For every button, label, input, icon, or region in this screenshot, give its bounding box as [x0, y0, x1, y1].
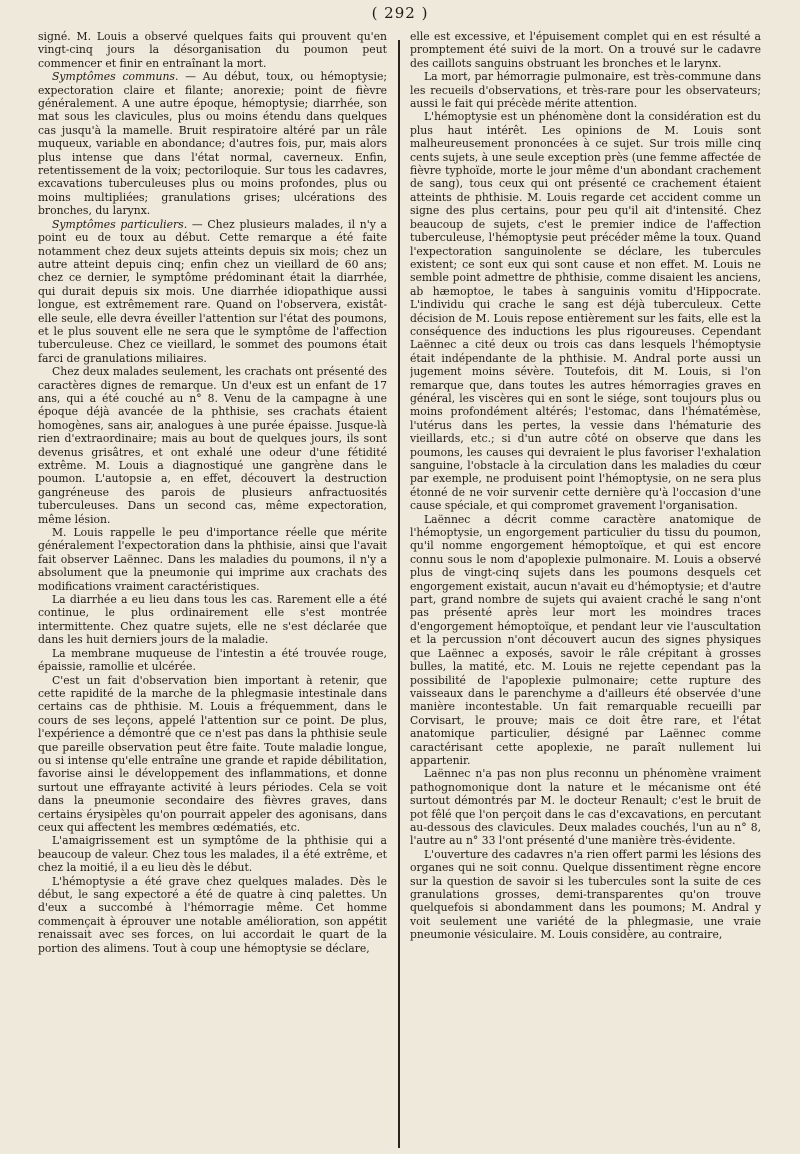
paragraph-text: — Au début, toux, ou hémoptysie; expectoration claire et filante; anorexie; point de fièvre généralement. A une autre époque, hémoptysie; diarrhée, son mat sous les clavicules, plus ou moins étendu dans quelques cas jusqu'à la mamelle. Bruit respiratoire altéré par un râle muqueux, variable en abondance; d'autres fois, pur, mais alors plus intense que dans l'état normal, caverneux. Enfin, retentissement de la voix; pectoriloquie. Sur tous les cadavres, excavations tuberculeuses plus ou moins profondes, plus ou moins multipliées; granulations grises; ulcérations des bronches, du larynx. [38, 70, 387, 218]
section-lead: Symptômes particuliers. [52, 217, 188, 231]
paragraph [38, 30, 387, 70]
paragraph [38, 834, 387, 874]
paragraph-text: M. Louis rappelle le peu d'importance réelle que mérite généralement l'expectoration dans la phthisie, ainsi que l'avait fait observer Laënnec. Dans les maladies du poumons, il n'y a absolument que la pneumonie qui imprime aux crachats des modifications vraiment caractéristiques. [38, 526, 387, 593]
paragraph-text: Laënnec a décrit comme caractère anatomique de l'hémoptysie, un engorgement particulier du tissu du poumon, qu'il nomme engorgement hémoptoïque, et qui est encore connu sous le nom d'apoplexie pulmonaire. M. Louis a observé plus de vingt-cinq sujets dans les poumons desquels cet engorgement existait, aucun n'avait eu d'hémoptysie; et d'autre part, grand nombre de sujets qui avaient craché le sang n'ont pas présenté après leur mort les moindres traces d'engorgement hémoptoïque, et pendant leur vie l'auscultation et la percussion n'ont découvert aucun des signes physiques que Laënnec a exposés, savoir le râle crépitant à grosses bulles, la matité, etc. M. Louis ne rejette cependant pas la possibilité de l'apoplexie pulmonaire; cette rupture des vaisseaux dans le parenchyme a d'ailleurs été observée d'une manière incontestable. Un fait remarquable recueilli par Corvisart, le prouve; mais ce doit être rare, et l'état anatomique particulier, désigné par Laënnec comme caractérisant cette apoplexie, ne paraît nullement lui appartenir. [410, 512, 761, 767]
paragraph [38, 70, 387, 217]
paragraph-text: Chez deux malades seulement, les crachats ont présenté des caractères dignes de remarque. Un d'eux est un enfant de 17 ans, qui a été couché au n° 8. Venu de la campagne à une époque déjà avancée de la phthisie, ses crachats étaient homogènes, sans air, analogues à une purée épaisse. Jusque-là rien d'extraordinaire; mais au bout de quelques jours, ils sont devenus grisâtres, et ont exhalé une odeur d'une fétidité extrême. M. Louis a diagnostiqué une gangrène dans le poumon. L'autopsie a, en effet, découvert la destruction gangréneuse des parois de plusieurs anfractuosités tuberculeuses. Dans un second cas, même expectoration, même lésion. [38, 365, 387, 526]
paragraph-text: L'hémoptysie a été grave chez quelques malades. Dès le début, le sang expectoré a été de quatre à cinq palettes. Un d'eux a succombé à l'hémorragie même. Cet homme commençait à éprouver une notable amélioration, son appétit renaissait avec ses forces, on lui accordait le quart de la portion des alimens. Tout à coup une hémoptysie se déclare, [38, 874, 387, 955]
paragraph-text: Laënnec n'a pas non plus reconnu un phénomène vraiment pathognomonique dont la nature et le mécanisme ont été surtout démontrés par M. le docteur Renault; c'est le bruit de pot fêlé que l'on perçoit dans le cas d'excavations, en percutant au-dessous des clavicules. Deux malades couchés, l'un au n° 8, l'autre au n° 33 l'ont présenté d'une manière très-évidente. [410, 767, 761, 848]
paragraph-text: La diarrhée a eu lieu dans tous les cas. Rarement elle a été continue, le plus ordinairement elle s'est montrée intermittente. Chez quatre sujets, elle ne s'est déclarée que dans les huit derniers jours de la maladie. [38, 593, 387, 647]
paragraph [38, 218, 387, 365]
paragraph [410, 110, 761, 512]
paragraph-text: La membrane muqueuse de l'intestin a été trouvée rouge, épaissie, ramollie et ulcérée. [38, 646, 387, 674]
paragraph-text: L'amaigrissement est un symptôme de la phthisie qui a beaucoup de valeur. Chez tous les malades, il a été extrême, et chez la moitié, il a eu lieu dès le début. [38, 834, 387, 875]
paragraph-text: C'est un fait d'observation bien important à retenir, que cette rapidité de la marche de la phlegmasie intestinale dans certains cas de phthisie. M. Louis a fréquemment, dans le cours de ses leçons, appelé l'attention sur ce point. De plus, l'expérience a démontré que ce n'est pas dans la phthisie seule que pareille observation peut être faite. Toute maladie longue, ou si intense qu'elle entraîne une grande et rapide débilitation, favorise ainsi le développement des inflammations, et donne surtout une effrayante activité à leurs périodes. Cela se voit dans la pneumonie secondaire des fièvres graves, dans certains érysipèles qu'on pourrait appeler des agonisans, dans ceux qui affectent les membres œdématiés, etc. [38, 673, 387, 834]
paragraph-text: L'ouverture des cadavres n'a rien offert parmi les lésions des organes qui ne soit connu. Quelque dissentiment règne encore sur la question de savoir si les tubercules sont la suite de ces granulations grosses, demi-transparentes qu'on trouve quelquefois si abondamment dans les poumons; M. Andral y voit seulement une variété de la phlegmasie, une vraie pneumonie vésiculaire. M. Louis considère, au contraire, [410, 847, 761, 942]
paragraph [38, 365, 387, 526]
paragraph-text: elle est excessive, et l'épuisement complet qui en est résulté a promptement été suivi de la mort. On a trouvé sur le cadavre des caillots sanguins obstruant les bronches et le larynx. [410, 30, 761, 70]
paragraph [410, 848, 761, 942]
paragraph [410, 70, 761, 110]
left-column [38, 30, 387, 1144]
paragraph [410, 767, 761, 847]
paragraph [410, 513, 761, 768]
paragraph-text: — Chez plusieurs malades, il n'y a point eu de toux au début. Cette remarque a été faite notamment chez deux sujets atteints depuis six mois; chez un autre atteint depuis cinq; enfin chez un vieillard de 60 ans; chez ce dernier, le symptôme prédominant était la diarrhée, qui durait depuis six mois. Une diarrhée idiopathique aussi longue, est extrêmement rare. Quand on l'observera, existât-elle seule, elle devra éveiller l'attention sur l'état des poumons, et le plus souvent elle ne sera que le symptôme de l'affection tuberculeuse. Chez ce vieillard, le sommet des poumons était farci de granulations miliaires. [38, 217, 387, 365]
paragraph-text: L'hémoptysie est un phénomène dont la considération est du plus haut intérêt. Les opinions de M. Louis sont malheureusement prononcées à ce sujet. Sur trois mille cinq cents sujets, à une seule exception près (une femme affectée de fièvre typhoïde, morte le jour même d'un abondant crachement de sang), tous ceux qui ont présenté ce crachement étaient atteints de phthisie. M. Louis regarde cet accident comme un signe des plus certains, pour peu qu'il ait d'intensité. Chez beaucoup de sujets, c'est le premier indice de l'affection tuberculeuse, l'hémoptysie peut précéder même la toux. Quand l'expectoration sanguinolente se déclare, les tubercules existent; ce sont eux qui sont cause et non effet. M. Louis ne semble point admettre de phthisie, comme disaient les anciens, ab hæmoptoe, le tabes à sanguinis vomitu d'Hippocrate. L'individu qui crache le sang est déjà tuberculeux. Cette décision de M. Louis repose entièrement sur les faits, elle est la conséquence des inductions les plus rigoureuses. Cependant Laënnec a cité deux ou trois cas dans lesquels l'hémoptysie était indépendante de la phthisie. M. Andral porte aussi un jugement moins sévère. Toutefois, dit M. Louis, si l'on remarque que, dans toutes les autres hémorragies graves en général, les viscères qui en sont le siége, sont toujours plus ou moins profondément altérés; l'estomac, dans l'hématémèse, l'utérus dans les pertes, la vessie dans l'hématurie des vieillards, etc.; si d'un autre côté on observe que dans les poumons, les causes qui devraient le plus favoriser l'exhalation sanguine, l'obstacle à la circulation dans les maladies du cœur par exemple, ne produisent point l'hémoptysie, on ne sera plus étonné de ne voir survenir cette dernière qu'à l'occasion d'une cause spéciale, et qui compromet gravement l'organisation. [410, 110, 761, 513]
paragraph [38, 593, 387, 647]
paragraph [38, 647, 387, 674]
page-number: ( 292 ) [371, 4, 429, 22]
paragraph [38, 875, 387, 955]
column-divider [398, 40, 400, 1148]
paragraph [38, 526, 387, 593]
paragraph [410, 30, 761, 70]
paragraph-text: La mort, par hémorragie pulmonaire, est très-commune dans les recueils d'observations, et très-rare pour les observateurs; aussi le fait qui précède mérite attention. [410, 70, 761, 111]
right-column [410, 30, 761, 1144]
paragraph [38, 674, 387, 835]
paragraph-text: signé. M. Louis a observé quelques faits qui prouvent qu'en vingt-cinq jours la désorganisation du poumon peut commencer et finir en entraînant la mort. [38, 30, 387, 70]
section-lead: Symptômes communs. [52, 70, 179, 84]
